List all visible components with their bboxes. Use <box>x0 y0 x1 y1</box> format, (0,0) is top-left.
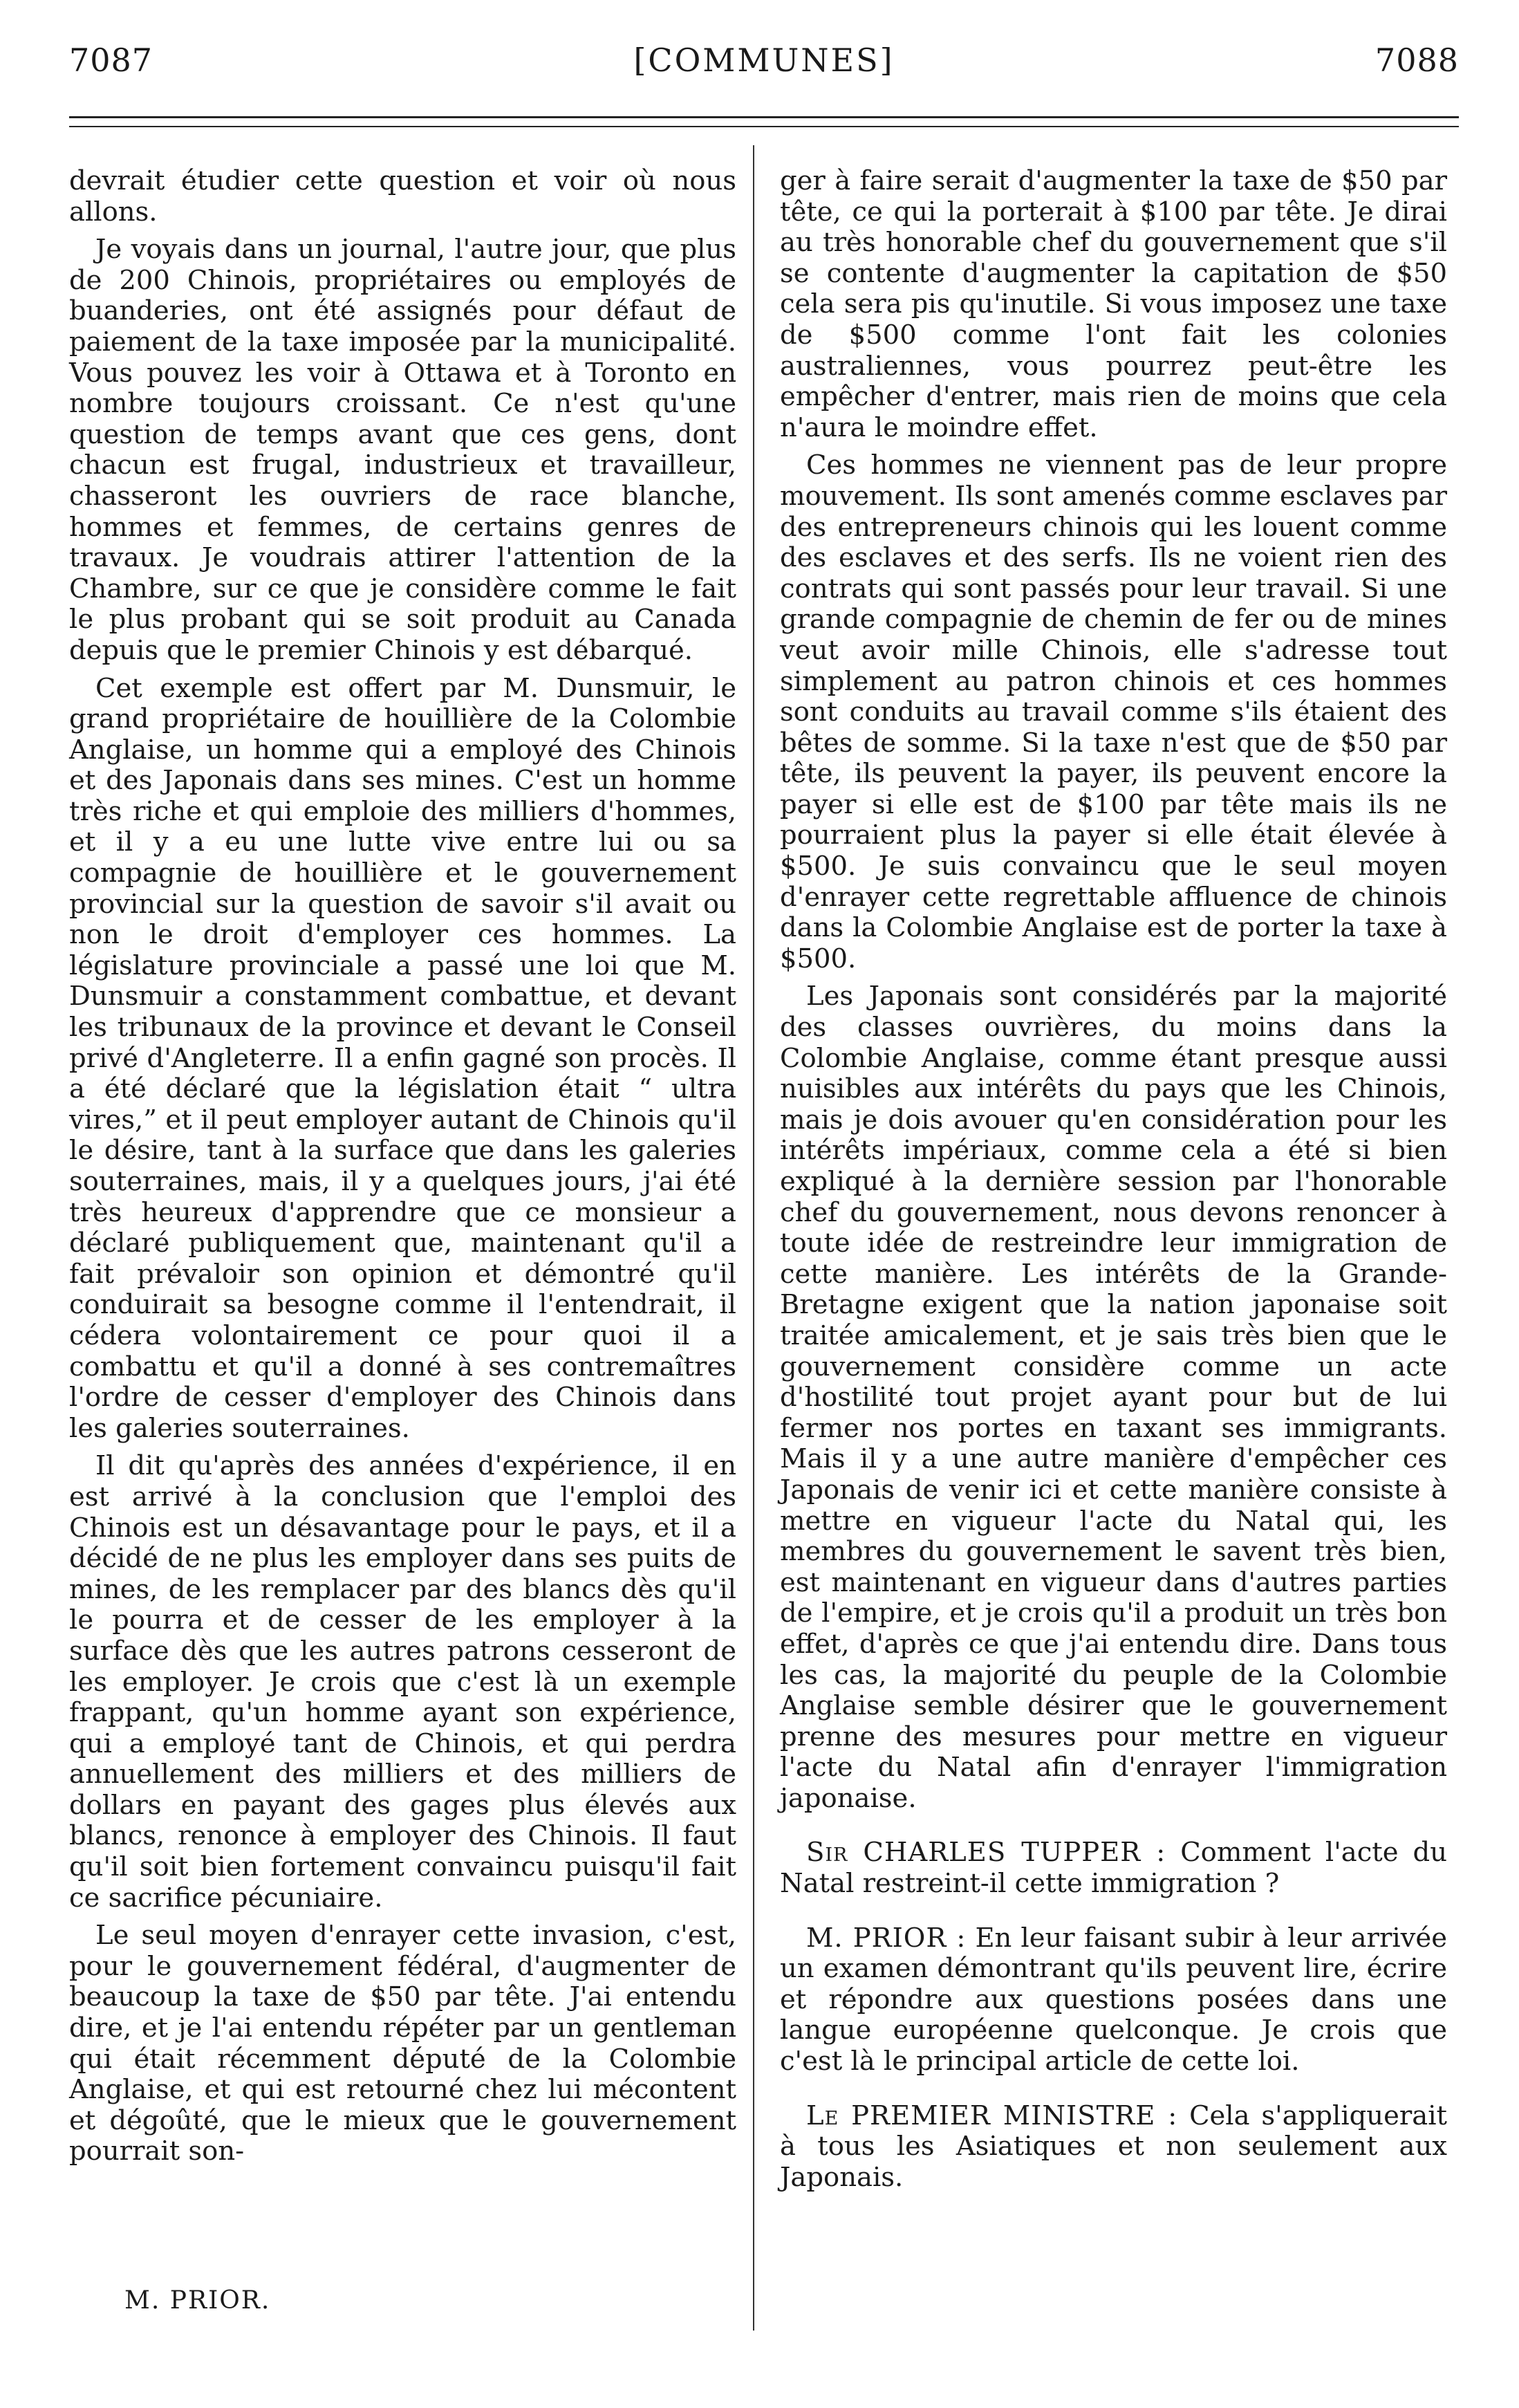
paragraph: Le seul moyen d'enrayer cette invasion, c'est, pour le gouvernement fédéral, d'augmenter de beaucoup la taxe de $50 par tête. J'ai entendu dire, et je l'ai entendu répéter par un gentleman qui était récemment député de la Colombie Anglaise, et qui est retourné chez lui mécontent et dégoûté, que le mieux que le gouvernement pourrait son- <box>69 1920 736 2167</box>
paragraph: Il dit qu'après des années d'expérience, il en est arrivé à la conclusion que l'emploi des Chinois est un désavantage pour le pays, et il a décidé de ne plus les employer dans ses puits de mines, de les remplacer par des blancs dès qu'il le pourra et de cesser de les employer à la surface dès que les autres patrons cesseront de les employer. Je crois que c'est là un exemple frappant, qu'un homme ayant son expérience, qui a employé tant de Chinois, et qui perdra annuellement des milliers et des milliers de dollars en payant des gages plus élevés aux blancs, renonce à employer des Chinois. Il faut qu'il soit bien fortement convaincu puisqu'il fait ce sacrifice pécuniaire. <box>69 1450 736 1914</box>
speech-text: Comment l'acte du Natal restreint-il cette immigration ? <box>780 1837 1447 1900</box>
speaker-name: Le PREMIER MINISTRE : <box>806 2100 1178 2131</box>
page-number-right: 7088 <box>1374 41 1459 79</box>
column-divider <box>753 145 754 2331</box>
speech-text: En leur faisant subir à leur arrivée un examen démontrant qu'ils peuvent lire, écrire et répondre aux questions posées dans une langue européenne quelconque. Je crois que c'est là le principal article de cette loi. <box>780 1922 1447 2077</box>
page-number-left: 7087 <box>69 41 153 79</box>
paragraph: Les Japonais sont considérés par la majorité des classes ouvrières, du moins dans la Colombie Anglaise, comme étant presque aussi nuisibles aux intérêts du pays que les Chinois, mais je dois avouer qu'en considération pour les intérêts impériaux, comme cela a été si bien expliqué à la dernière session par l'honorable chef du gouvernement, nous devons renoncer à toute idée de restreindre leur immigration de cette manière. Les intérêts de la Grande-Bretagne exigent que la nation japonaise soit traitée amicalement, et je sais très bien que le gouvernement considère comme un acte d'hostilité tout projet ayant pour but de lui fermer nos portes en taxant ses immigrants. Mais il y a une autre manière d'empêcher ces Japonais de venir ici et cette manière consiste à mettre en vigueur l'acte du Natal qui, les membres du gouvernement le savent très bien, est maintenant en vigueur dans d'autres parties de l'empire, et je crois qu'il a produit un très bon effet, d'après ce que j'ai entendu dire. Dans tous les cas, la majorité du peuple de la Colombie Anglaise semble désirer que le gouvernement prenne des mesures pour mettre en vigueur l'acte du Natal afin d'enrayer l'immigration japonaise. <box>780 981 1447 1814</box>
speaker-name: Sir CHARLES TUPPER : <box>806 1837 1166 1869</box>
speech-text: Cela s'appliquerait à tous les Asiatiques et non seulement aux Japonais. <box>780 2100 1448 2193</box>
paragraph: devrait étudier cette question et voir où nous allons. <box>69 165 736 228</box>
speech-tupper <box>780 1837 1447 1899</box>
paragraph: Cet exemple est offert par M. Dunsmuir, le grand propriétaire de houillière de la Colombie Anglaise, un homme qui a employé des Chinois et des Japonais dans ses mines. C'est un homme très riche et qui emploie des milliers d'hommes, et il y a eu une lutte vive entre lui ou sa compagnie de houillière et le gouvernement provincial sur la question de savoir s'il avait ou non le droit d'employer ces hommes. La législature provinciale a passé une loi que M. Dunsmuir a constamment combattue, et devant les tribunaux de la province et devant le Conseil privé d'Angleterre. Il a enfin gagné son procès. Il a été déclaré que la législation était “ ultra vires,” et il peut employer autant de Chinois qu'il le désire, tant à la surface que dans les galeries souterraines, mais, il y a quelques jours, j'ai été très heureux d'apprendre que ce monsieur a déclaré publiquement que, maintenant qu'il a fait prévaloir son opinion et démontré qu'il conduirait sa besogne comme il l'entendrait, il cédera volontairement ce pour quoi il a combattu et qu'il a donné à ses contremaîtres l'ordre de cesser d'employer des Chinois dans les galeries souterraines. <box>69 672 736 1444</box>
footer-speaker: M. PRIOR. <box>124 2286 271 2315</box>
header-rule-top <box>69 116 1459 118</box>
paragraph: Ces hommes ne viennent pas de leur propre mouvement. Ils sont amenés comme esclaves par des entrepreneurs chinois qui les louent comme des esclaves et des serfs. Ils ne voient rien des contrats qui sont passés pour leur travail. Si une grande compagnie de chemin de fer ou de mines veut avoir mille Chinois, elle s'adresse tout simplement au patron chinois et ces hommes sont conduits au travail comme s'ils étaient des bêtes de somme. Si la taxe n'est que de $50 par tête, ils peuvent la payer, ils peuvent encore la payer si elle est de $100 par tête mais ils ne pourraient plus la payer si elle était élevée à $500. Je suis convaincu que le seul moyen d'enrayer cette regrettable affluence de chinois dans la Colombie Anglaise est de porter la taxe à $500. <box>780 450 1447 974</box>
running-title: [COMMUNES] <box>633 41 895 79</box>
paragraph: Je voyais dans un journal, l'autre jour, que plus de 200 Chinois, propriétaires ou employés de buanderies, ont été assignés pour défaut de paiement de la taxe imposée par la municipalité. Vous pouvez les voir à Ottawa et à Toronto en nombre toujours croissant. Ce n'est qu'une question de temps avant que ces gens, dont chacun est frugal, industrieux et travailleur, chasseront les ouvriers de race blanche, hommes et femmes, de certains genres de travaux. Je voudrais attirer l'attention de la Chambre, sur ce que je considère comme le fait le plus probant qui se soit produit au Canada depuis que le premier Chinois y est débarqué. <box>69 234 736 666</box>
left-column <box>69 166 736 2174</box>
page-header <box>69 41 1459 97</box>
speech-prior <box>780 1923 1447 2077</box>
speech-premier <box>780 2101 1447 2194</box>
speaker-name: M. PRIOR : <box>806 1922 967 1954</box>
header-rule-bottom <box>69 126 1459 127</box>
right-column <box>780 166 1447 2200</box>
paragraph: ger à faire serait d'augmenter la taxe de $50 par tête, ce qui la porterait à $100 par tête. Je dirai au très honorable chef du gouvernement que s'il se contente d'augmenter la capitation de $50 cela sera pis qu'inutile. Si vous imposez une taxe de $500 comme l'ont fait les colonies australiennes, vous pourrez peut-être les empêcher d'entrer, mais rien de moins que cela n'aura le moindre effet. <box>780 165 1447 443</box>
